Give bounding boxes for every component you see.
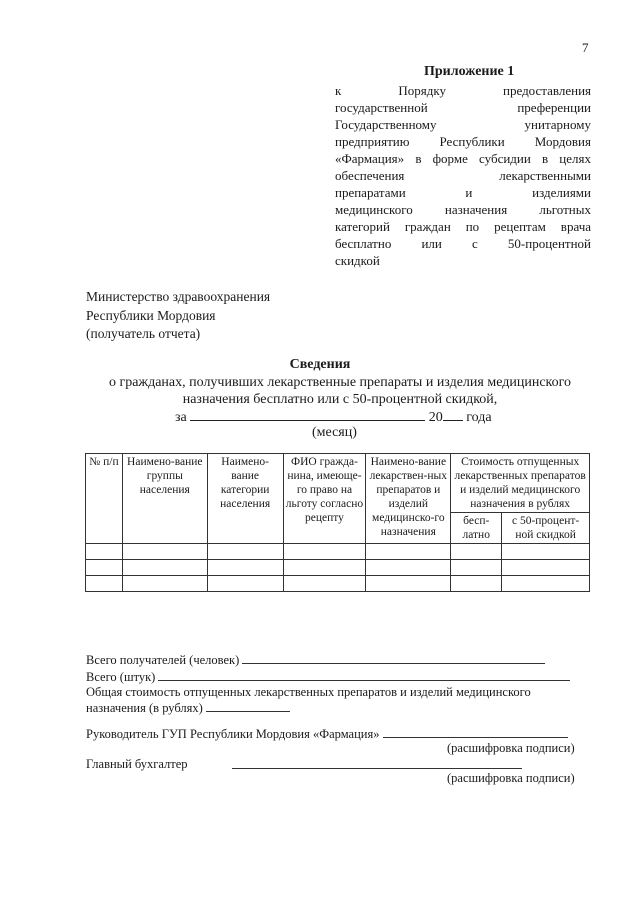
accountant-signature-blank[interactable]	[232, 757, 522, 769]
accountant-label: Главный бухгалтер	[86, 757, 188, 771]
period-prefix: за	[175, 410, 187, 425]
total-cost-label: Общая стоимость отпущенных лекарственных препаратов и изделий медицинского	[86, 685, 531, 699]
recipient-block	[86, 288, 270, 344]
header-group: Наимено-вание группы населения	[122, 454, 207, 544]
header-cost: Стоимость отпущенных лекарственных препаратов и изделий медицинского назначения в рублях	[451, 454, 590, 513]
total-recipients-blank[interactable]	[242, 652, 545, 664]
year-blank[interactable]	[443, 408, 463, 421]
appendix-line: Государственному унитарному	[335, 117, 591, 132]
appendix-text	[335, 82, 591, 269]
header-num: № п/п	[86, 454, 123, 544]
appendix-line: категорий граждан по рецептам врача	[335, 219, 591, 234]
head-caption: (расшифровка подписи)	[447, 741, 575, 755]
header-discount: с 50-процент-ной скидкой	[502, 513, 590, 544]
total-recipients-line	[86, 652, 545, 668]
total-pieces-blank[interactable]	[158, 669, 570, 681]
head-label: Руководитель ГУП Республики Мордовия «Фармация»	[86, 727, 380, 741]
total-cost-label2: назначения (в рублях)	[86, 701, 203, 715]
report-table	[85, 453, 590, 592]
total-recipients-label: Всего получателей (человек)	[86, 653, 240, 667]
table-row	[86, 560, 590, 576]
appendix-line: скидкой	[335, 253, 380, 268]
appendix-line: «Фармация» в форме субсидии в целях	[335, 151, 591, 166]
page-number: 7	[582, 40, 589, 55]
accountant-caption: (расшифровка подписи)	[447, 771, 575, 785]
appendix-title: Приложение 1	[424, 64, 515, 79]
subtitle-line: назначения бесплатно или с 50-процентной скидкой,	[182, 392, 498, 407]
year-suffix: года	[466, 410, 492, 425]
head-signature-blank[interactable]	[383, 726, 568, 738]
accountant-signature-line	[86, 757, 188, 772]
document-title: Сведения	[289, 357, 351, 372]
appendix-line: предприятию Республики Мордовия	[335, 134, 591, 149]
document-subtitle	[60, 374, 620, 408]
recipient-caption: (получатель отчета)	[86, 326, 201, 341]
recipient-line: Республики Мордовия	[86, 307, 216, 323]
subtitle-line: о гражданах, получивших лекарственные препараты и изделия медицинского	[108, 375, 572, 390]
appendix-line: к Порядку предоставления	[335, 83, 591, 98]
appendix-line: обеспечения лекарственными	[335, 168, 591, 183]
appendix-line: медицинского назначения льготных	[335, 202, 591, 217]
header-fio: ФИО гражда-нина, имеюще-го право на льготу согласно рецепту	[283, 454, 366, 544]
month-caption: (месяц)	[312, 425, 357, 440]
total-cost-line	[86, 685, 531, 716]
year-prefix: 20	[428, 410, 443, 425]
table-row	[86, 576, 590, 592]
head-signature-line	[86, 726, 568, 742]
header-product: Наимено-вание лекарствен-ных препаратов и изделий медицинско-го назначения	[366, 454, 451, 544]
appendix-line: препаратами и изделиями	[335, 185, 591, 200]
total-cost-blank[interactable]	[206, 700, 290, 712]
header-category: Наимено-вание категории населения	[207, 454, 283, 544]
period-line	[175, 408, 492, 426]
table-row	[86, 544, 590, 560]
total-pieces-label: Всего (штук)	[86, 670, 156, 684]
recipient-line: Министерство здравоохранения	[86, 289, 271, 304]
appendix-line: государственной преференции	[335, 100, 591, 115]
total-pieces-line	[86, 669, 570, 685]
appendix-line: бесплатно или с 50-процентной	[335, 236, 591, 251]
header-free: бесп-латно	[451, 513, 502, 544]
month-blank[interactable]	[190, 408, 425, 421]
